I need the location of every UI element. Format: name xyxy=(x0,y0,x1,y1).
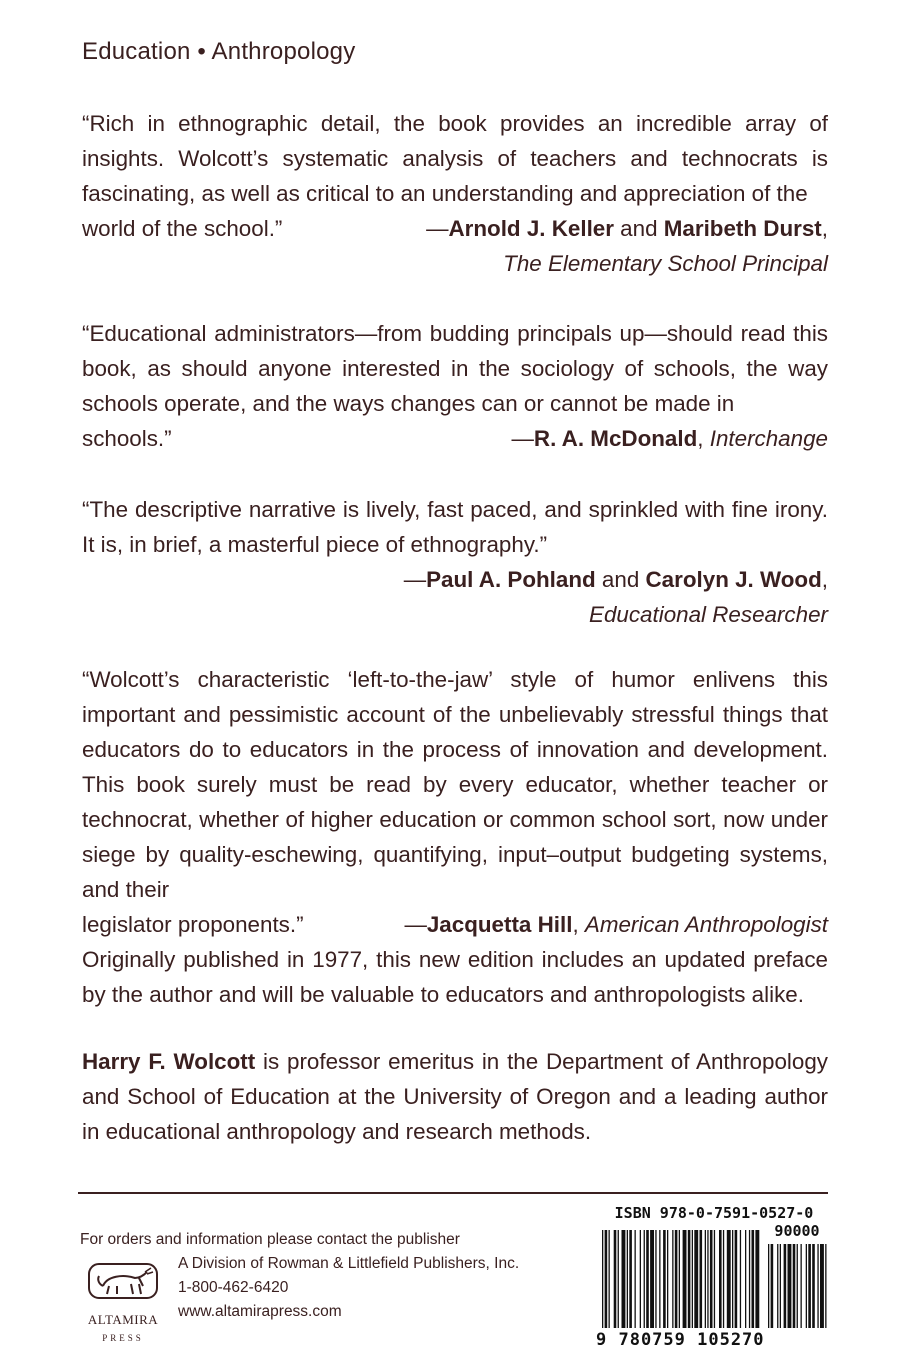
barcode-bar xyxy=(735,1230,738,1328)
barcode-bar xyxy=(629,1230,632,1328)
review-quote-end: schools.” xyxy=(82,426,172,451)
review-quote-end: legislator proponents.” xyxy=(82,912,304,937)
isbn-barcode xyxy=(596,1204,832,1360)
barcode-bar xyxy=(740,1230,741,1328)
barcode-bar xyxy=(675,1230,678,1328)
barcode-bar xyxy=(755,1230,759,1328)
publisher-logo xyxy=(80,1256,166,1356)
barcode-bar xyxy=(732,1230,733,1328)
barcode-bar xyxy=(745,1230,746,1328)
barcode-bar xyxy=(646,1230,649,1328)
barcode-bar xyxy=(655,1230,656,1328)
review-2 xyxy=(82,316,828,456)
addon-bar xyxy=(806,1244,807,1328)
barcode-bar xyxy=(650,1230,654,1328)
barcode-bar xyxy=(663,1230,666,1328)
addon-bar xyxy=(817,1244,818,1328)
barcode-bar xyxy=(749,1230,750,1328)
barcode-bar xyxy=(622,1230,626,1328)
addon-bar xyxy=(812,1244,815,1328)
review-3 xyxy=(82,492,828,632)
barcode-bar xyxy=(705,1230,706,1328)
dash: — xyxy=(404,912,427,937)
comma: , xyxy=(697,426,710,451)
addon-bar xyxy=(825,1244,826,1328)
comma: , xyxy=(821,567,828,592)
barcode-bar xyxy=(609,1230,610,1328)
addon-bar xyxy=(768,1244,769,1328)
dash: — xyxy=(426,216,449,241)
publisher-phone: 1-800-462-6420 xyxy=(178,1279,289,1296)
addon-bar xyxy=(801,1244,802,1328)
barcode-bar xyxy=(614,1230,617,1328)
footer-divider xyxy=(78,1192,828,1194)
bull-icon xyxy=(83,1256,163,1306)
review-4 xyxy=(82,662,828,942)
barcode-bar xyxy=(752,1230,755,1328)
barcode-bar xyxy=(683,1230,687,1328)
review-quote: “Wolcott’s characteristic ‘left-to-the-jaw’ style of humor enlivens this important and pessimistic account of the unbelievably stressful things that educators do to educators in the process of innovation and development. This book surely must be read by every educator, whether teacher or technocrat, whether of higher education or common school sort, now under siege by quality-eschewing, quantifying, input–output budgeting systems, and their xyxy=(82,667,828,902)
logo-name: ALTAMIRA xyxy=(87,1312,159,1327)
reviewer-name: Maribeth Durst xyxy=(663,216,822,241)
dash: — xyxy=(403,567,427,592)
review-quote-end: world of the school.” xyxy=(82,216,283,241)
reviewer-name: Arnold J. Keller xyxy=(448,216,614,241)
isbn-text: ISBN 978-0-7591-0527-0 xyxy=(614,1204,814,1222)
barcode-bar xyxy=(640,1230,641,1328)
publisher-division: A Division of Rowman & Littlefield Publishers, Inc. xyxy=(178,1255,520,1272)
barcode-bar xyxy=(700,1230,703,1328)
category-heading: Education • Anthropology xyxy=(82,38,356,65)
barcode-bar xyxy=(719,1230,722,1328)
barcode-bar xyxy=(618,1230,619,1328)
barcode-bar xyxy=(605,1230,608,1328)
logo-press: PRESS xyxy=(102,1333,144,1343)
review-attribution xyxy=(404,907,828,942)
comma: , xyxy=(821,216,828,241)
addon-bar xyxy=(777,1244,778,1328)
review-source: Interchange xyxy=(709,426,828,451)
barcode-bar xyxy=(602,1230,603,1328)
author-bio-text: is professor emeritus in the Department of Anthropology and School of Education at the University of Oregon and a leading author in educational anthropology and research methods. xyxy=(82,1049,828,1144)
barcode-bar xyxy=(727,1230,731,1328)
publisher-website[interactable]: www.altamirapress.com xyxy=(178,1303,342,1320)
review-quote: “The descriptive narrative is lively, fast paced, and sprinkled with fine irony. It is, in brief, a masterful piece of ethnography.” xyxy=(82,497,828,557)
addon-bar xyxy=(797,1244,798,1328)
barcode-bar xyxy=(710,1230,713,1328)
review-1 xyxy=(82,106,828,281)
addon-bar xyxy=(793,1244,796,1328)
contact-line: For orders and information please contact the publisher xyxy=(80,1231,460,1248)
review-source: American Anthropologist xyxy=(584,912,828,937)
addon-bar xyxy=(784,1244,787,1328)
barcode-bar xyxy=(667,1230,668,1328)
barcode-bar xyxy=(635,1230,636,1328)
barcode-bar xyxy=(679,1230,680,1328)
review-attribution xyxy=(512,421,828,456)
barcode-bar xyxy=(692,1230,693,1328)
reviewer-name: R. A. McDonald xyxy=(533,426,698,451)
barcode-bar xyxy=(659,1230,660,1328)
publisher-info xyxy=(80,1228,520,1343)
review-attribution xyxy=(426,211,828,246)
joiner: and xyxy=(613,216,664,241)
barcode-bar xyxy=(627,1230,628,1328)
author-name: Harry F. Wolcott xyxy=(82,1049,256,1074)
reviewer-name: Paul A. Pohland xyxy=(426,567,596,592)
review-quote: “Educational administrators—from budding principals up—should read this book, as should anyone interested in the sociology of schools, the way schools operate, and the ways changes can or cannot be made in xyxy=(82,321,828,416)
joiner: and xyxy=(595,567,646,592)
barcode-digits: 9 780759 105270 xyxy=(596,1330,765,1350)
addon-bar xyxy=(808,1244,811,1328)
barcode-bar xyxy=(672,1230,673,1328)
review-source: Educational Researcher xyxy=(589,602,828,627)
edition-note: Originally published in 1977, this new edition includes an updated preface by the author and will be valuable to educators and anthropologists alike. xyxy=(82,947,828,1007)
review-source: The Elementary School Principal xyxy=(503,251,828,276)
barcode-bar xyxy=(707,1230,708,1328)
review-quote: “Rich in ethnographic detail, the book provides an incredible array of insights. Wolcott’s systematic analysis of teachers and technocrats is fascinating, as well as critical to an understanding and appreciation of the xyxy=(82,111,828,206)
barcode-bar xyxy=(714,1230,715,1328)
addon-bar xyxy=(820,1244,824,1328)
reviewer-name: Jacquetta Hill xyxy=(426,912,573,937)
addon-bar xyxy=(780,1244,781,1328)
dash: — xyxy=(511,426,534,451)
addon-bar xyxy=(771,1244,774,1328)
barcode-bar xyxy=(688,1230,691,1328)
addon-bar xyxy=(788,1244,792,1328)
barcode-bar xyxy=(723,1230,724,1328)
author-bio xyxy=(82,1044,828,1149)
review-attribution xyxy=(82,562,828,597)
reviewer-name: Carolyn J. Wood xyxy=(645,567,822,592)
barcode-bar xyxy=(694,1230,698,1328)
barcode-bar xyxy=(644,1230,645,1328)
price-addon: 90000 xyxy=(774,1222,820,1240)
comma: , xyxy=(572,912,585,937)
